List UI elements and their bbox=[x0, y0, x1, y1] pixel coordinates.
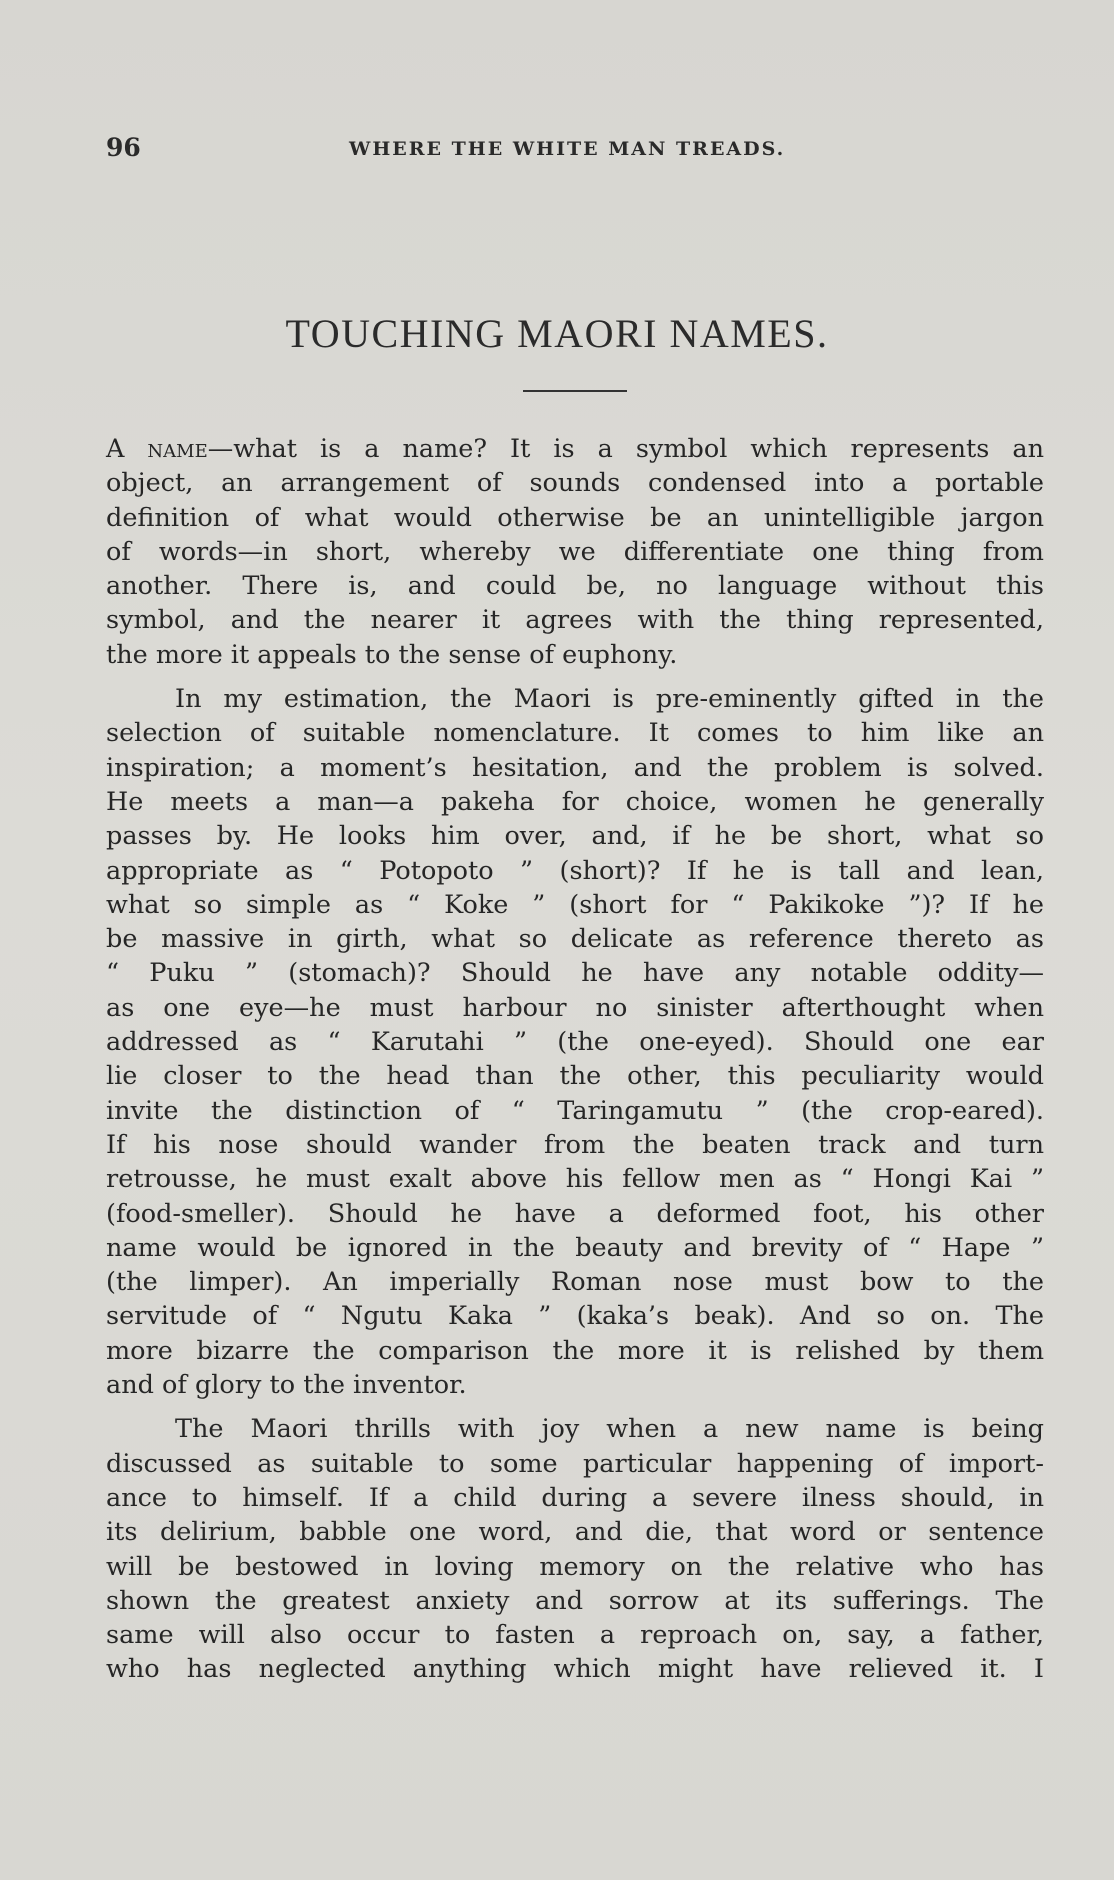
text-line: another. There is, and could be, no language without this bbox=[106, 571, 1044, 602]
text-line: The Maori thrills with joy when a new name is being bbox=[175, 1414, 1044, 1445]
text-line: (food-smeller). Should he have a deformed foot, his other bbox=[106, 1198, 1044, 1229]
text-line: servitude of “ Ngutu Kaka ” (kaka’s beak). And so on. The bbox=[106, 1301, 1044, 1332]
text-line: shown the greatest anxiety and sorrow at its sufferings. The bbox=[106, 1585, 1044, 1616]
text-line: ance to himself. If a child during a severe ilness should, in bbox=[106, 1482, 1044, 1513]
text-line: selection of suitable nomenclature. It comes to him like an bbox=[106, 718, 1044, 749]
title-rule bbox=[523, 390, 627, 392]
text-line: definition of what would otherwise be an unintelligible jargon bbox=[106, 502, 1044, 533]
text-line: more bizarre the comparison the more it is relished by them bbox=[106, 1335, 1044, 1366]
text-line-content: —what is a name? It is a symbol which represents an bbox=[207, 434, 1045, 464]
text-line: who has neglected anything which might have relieved it. I bbox=[106, 1654, 1044, 1685]
text-line: “ Puku ” (stomach)? Should he have any notable oddity— bbox=[106, 958, 1044, 989]
text-line: lie closer to the head than the other, this peculiarity would bbox=[106, 1061, 1044, 1092]
text-line: the more it appeals to the sense of euphony. bbox=[106, 639, 678, 670]
text-line: passes by. He looks him over, and, if he be short, what so bbox=[106, 821, 1044, 852]
text-line: symbol, and the nearer it agrees with the thing represented, bbox=[106, 605, 1044, 636]
paragraph-2 bbox=[106, 682, 1044, 1402]
text-line: He meets a man—a pakeha for choice, women he generally bbox=[106, 786, 1044, 817]
text-line: (the limper). An imperially Roman nose must bow to the bbox=[106, 1267, 1044, 1298]
text-line: In my estimation, the Maori is pre-eminently gifted in the bbox=[175, 684, 1044, 715]
text-line: discussed as suitable to some particular happening of import- bbox=[106, 1448, 1044, 1479]
body-text bbox=[106, 432, 1044, 1687]
text-line: name would be ignored in the beauty and brevity of “ Hape ” bbox=[106, 1232, 1044, 1263]
text-line: same will also occur to fasten a reproach on, say, a father, bbox=[106, 1620, 1044, 1651]
text-line: will be bestowed in loving memory on the relative who has bbox=[106, 1551, 1044, 1582]
text-line: addressed as “ Karutahi ” (the one-eyed). Should one ear bbox=[106, 1027, 1044, 1058]
text-line: of words—in short, whereby we differentiate one thing from bbox=[106, 536, 1044, 567]
paragraph-1 bbox=[106, 432, 1044, 672]
running-head: WHERE THE WHITE MAN TREADS. bbox=[349, 138, 786, 160]
chapter-title: TOUCHING MAORI NAMES. bbox=[285, 311, 829, 356]
text-line bbox=[106, 432, 1044, 466]
text-line: object, an arrangement of sounds condensed into a portable bbox=[106, 468, 1044, 499]
text-line: retrousse, he must exalt above his fellow men as “ Hongi Kai ” bbox=[106, 1164, 1044, 1195]
text-line: and of glory to the inventor. bbox=[106, 1370, 467, 1401]
text-line: what so simple as “ Koke ” (short for “ Pakikoke ”)? If he bbox=[106, 889, 1044, 920]
text-line: its delirium, babble one word, and die, that word or sentence bbox=[106, 1517, 1044, 1548]
text-line: invite the distinction of “ Taringamutu ” (the crop-eared). bbox=[106, 1095, 1044, 1126]
text-line: inspiration; a moment’s hesitation, and the problem is solved. bbox=[106, 752, 1044, 783]
text-line: If his nose should wander from the beaten track and turn bbox=[106, 1129, 1044, 1160]
lead-in-smallcaps: A name bbox=[106, 434, 208, 464]
text-line: appropriate as “ Potopoto ” (short)? If he is tall and lean, bbox=[106, 855, 1044, 886]
page-number: 96 bbox=[106, 133, 141, 162]
text-line: as one eye—he must harbour no sinister afterthought when bbox=[106, 992, 1044, 1023]
text-line: be massive in girth, what so delicate as reference thereto as bbox=[106, 924, 1044, 955]
paragraph-3 bbox=[106, 1412, 1044, 1686]
